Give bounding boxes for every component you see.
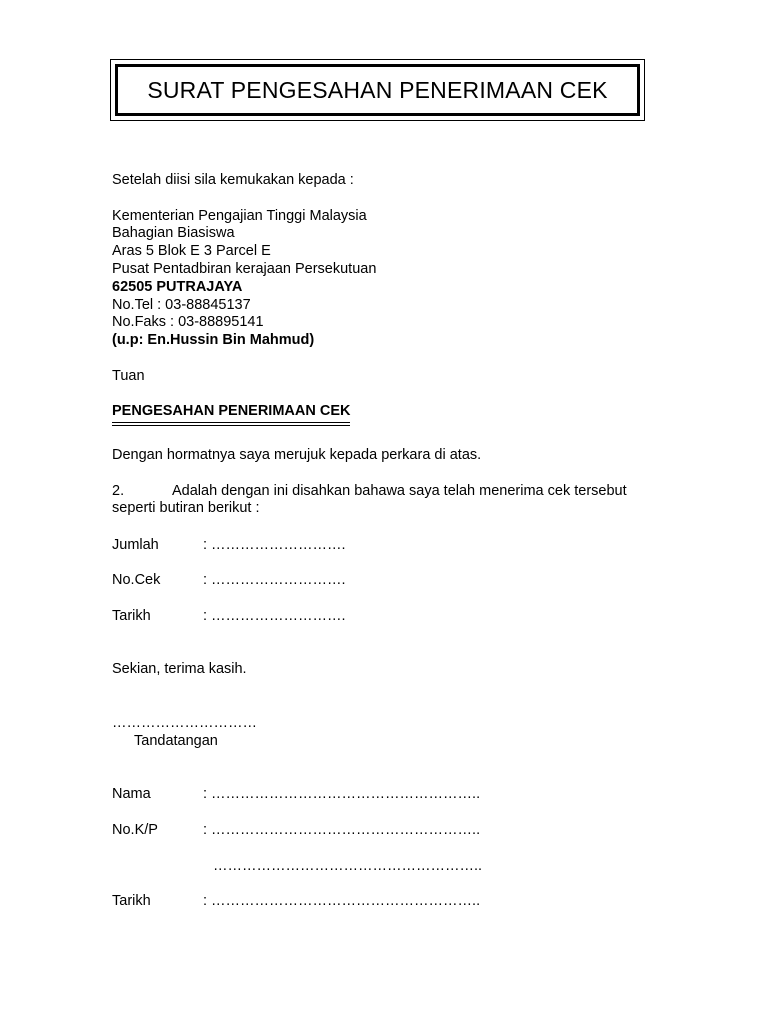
signer-ic-field[interactable]: : ………………………………………………..: [203, 822, 481, 838]
subject-text: PENGESAHAN PENERIMAAN CEK: [112, 403, 350, 426]
signer-ic-label: No.K/P: [112, 822, 158, 838]
address-line-centre: Pusat Pentadbiran kerajaan Persekutuan: [112, 261, 377, 277]
cheque-amount-label: Jumlah: [112, 537, 159, 553]
intro-text: Setelah diisi sila kemukakan kepada :: [112, 172, 354, 188]
address-telephone: No.Tel : 03-88845137: [112, 297, 251, 313]
cheque-number-field[interactable]: : ……………………….: [203, 572, 346, 588]
signature-line[interactable]: …………………………: [112, 715, 257, 731]
title-box: [110, 59, 645, 121]
cheque-date-field[interactable]: : ……………………….: [203, 608, 346, 624]
signer-ic-field-continued[interactable]: ………………………………………………..: [213, 858, 483, 874]
paragraph-reference: Dengan hormatnya saya merujuk kepada perkara di atas.: [112, 447, 482, 463]
signer-name-label: Nama: [112, 786, 151, 802]
cheque-date-label: Tarikh: [112, 608, 151, 624]
paragraph-confirmation-line2: seperti butiran berikut :: [112, 500, 260, 516]
paragraph-number: 2.: [112, 483, 125, 499]
salutation: Tuan: [112, 368, 145, 384]
signer-date-field[interactable]: : ………………………………………………..: [203, 893, 481, 909]
address-line-building: Aras 5 Blok E 3 Parcel E: [112, 243, 271, 259]
cheque-number-label: No.Cek: [112, 572, 161, 588]
signer-name-field[interactable]: : ………………………………………………..: [203, 786, 481, 802]
signer-date-label: Tarikh: [112, 893, 151, 909]
paragraph-confirmation-line1: Adalah dengan ini disahkan bahawa saya telah menerima cek tersebut: [172, 483, 627, 499]
subject-heading: [112, 403, 350, 420]
address-fax: No.Faks : 03-88895141: [112, 314, 264, 330]
title-box-inner: [115, 64, 640, 116]
address-line-division: Bahagian Biasiswa: [112, 225, 235, 241]
cheque-amount-field[interactable]: : ……………………….: [203, 537, 346, 553]
closing-text: Sekian, terima kasih.: [112, 661, 247, 677]
address-attention: (u.p: En.Hussin Bin Mahmud): [112, 332, 315, 348]
address-line-postcode: 62505 PUTRAJAYA: [112, 279, 243, 295]
signature-label: Tandatangan: [134, 733, 218, 749]
address-line-ministry: Kementerian Pengajian Tinggi Malaysia: [112, 208, 367, 224]
document-title: SURAT PENGESAHAN PENERIMAAN CEK: [147, 76, 608, 103]
